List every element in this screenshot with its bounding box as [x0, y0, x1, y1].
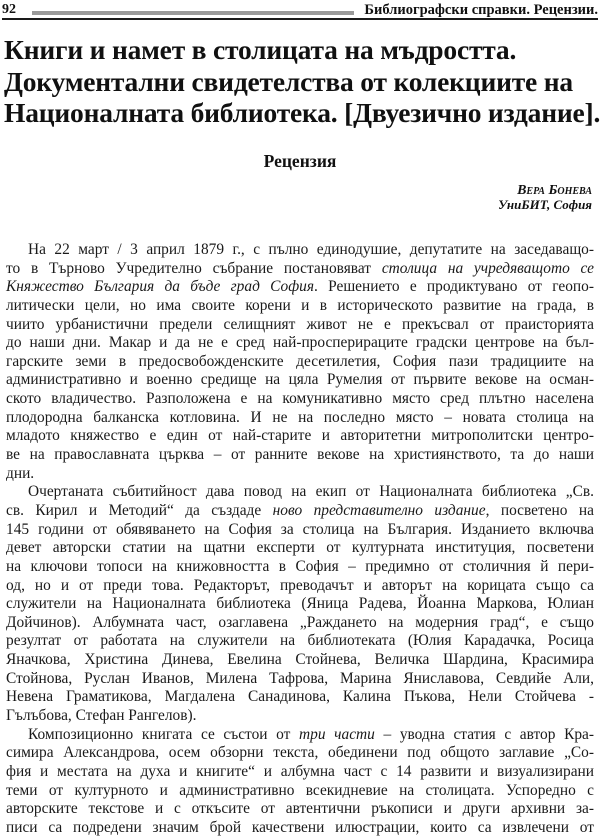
body-line: младото княжество е един от най-старите и авторитетни митрополитски центро- — [6, 427, 594, 445]
body-line: Дойчинов). Албумната част, озаглавена „Раждането на модерния град“, е също — [6, 613, 594, 631]
title-line: Националната библиотека. [Двуезично издание]. — [4, 97, 600, 128]
body-line: 145 години от обявяването на София за столица на България. Изданието включва — [6, 520, 594, 538]
body-line — [6, 726, 594, 745]
author-affiliation: УниБИТ, София — [498, 197, 592, 212]
body-line: резултат от работата на служители на библиотеката (Юлия Карадачка, Росица — [6, 632, 594, 650]
article-type-heading: Рецензия — [263, 151, 337, 171]
text-run: – уводна статия с автор Кра- — [374, 725, 594, 743]
body-line: Гълъбова, Стефан Рангелов). — [6, 707, 197, 725]
italic-emphasis: столица на учредяващото се — [381, 259, 595, 277]
body-line: Очертаната събитийност дава повод на екип от Националната библиотека „Св. — [28, 483, 594, 501]
text-run: св. Кирил и Методий“ да създаде — [6, 501, 273, 519]
text-run: , посветено на — [485, 501, 594, 519]
body-line: На 22 март / 3 април 1879 г., с пълно единодушие, депутатите на заседаващо- — [28, 241, 594, 258]
body-line: служители на Националната библиотека (Яница Радева, Йоанна Маркова, Юлиан — [6, 595, 594, 613]
text-run: . Решението е продиктувано от геопо- — [314, 278, 594, 296]
body-line: писи са подредени значим брой качествени илюстрации, които са извлечени от — [6, 818, 594, 836]
italic-emphasis: ново представително издание — [272, 501, 486, 519]
body-line: Стойнова, Руслан Иванов, Милена Тафрова, Марина Яниславова, Севдийе Али, — [6, 669, 594, 687]
body-line: чиито урбанистични предели селищният живот не е прекъсвал от праисторията — [6, 315, 594, 333]
body-line: девет авторски статии на щатни експерти от културната институция, посветени — [6, 539, 594, 557]
body-line: теми от културното и административно всекидневие на столицата. Успоредно с — [6, 781, 594, 799]
running-header — [2, 0, 598, 20]
author-name: Вера Бонева — [517, 183, 592, 198]
header-rule — [32, 11, 354, 15]
title-line: Документални свидетелства от колекциите на — [4, 65, 573, 97]
title-line: Книги и намет в столицата на мъдростта. — [4, 34, 517, 65]
running-title: Библиографски справки. Рецензии. — [364, 2, 598, 18]
body-line: дни. — [6, 464, 35, 482]
page-number: 92 — [2, 2, 16, 17]
body-line: авторските текстове и с откъсите от автентични ръкописи и други архивни за- — [6, 800, 594, 818]
article-title — [4, 34, 600, 129]
body-line: до наши дни. Макар и да не е сред най-просперираците градски центрове на бъл- — [6, 334, 594, 352]
body-line — [6, 260, 594, 279]
body-line: симира Александрова, осем обзорни текста, обединени под общото заглавие „Со- — [6, 744, 594, 762]
italic-emphasis: Княжество България да бъде град София — [6, 278, 314, 296]
body-line: гарските земи в предосвобожденските десетилетия, София пази традициите на — [6, 352, 594, 370]
body-line — [6, 502, 594, 521]
italic-emphasis: три части — [299, 725, 375, 743]
author-block — [498, 184, 592, 212]
body-line: Невена Граматикова, Магдалена Санадинова, Калина Пъкова, Нели Стойчева - — [6, 688, 594, 706]
body-line: на ключови топоси на книжовността в София – предимно от столичния й пери- — [6, 557, 594, 575]
body-line — [6, 278, 594, 297]
body-line: литически цели, но има своите корени и в историческото развитие на града, в — [6, 296, 594, 314]
body-line: Яначкова, Христина Динева, Евелина Стойнева, Величка Шардина, Красимира — [6, 651, 594, 669]
body-line: ското владичество. Разположена е на комуникативно място сред плътно населена — [6, 390, 594, 408]
body-line: административно и военно средище на цяла Румелия от първите векове на осман- — [6, 371, 594, 389]
body-line: од, но и от преди това. Редакторът, преводачът и авторът на корицата също са — [6, 576, 594, 594]
text-run: то в Търново Учредително събрание постановяват — [6, 259, 382, 277]
body-line: плодородна балканска котловина. И не на последно място – новата столица на — [6, 408, 594, 426]
article-body — [6, 241, 594, 838]
body-line: ве на православната църква – от ранните векове на християнството, та до наши — [6, 446, 594, 464]
text-run: Композиционно книгата се състои от — [28, 725, 300, 743]
body-line: фия и местата на духа и книгите“ и албумна част с 14 развити и визуализирани — [6, 762, 594, 780]
